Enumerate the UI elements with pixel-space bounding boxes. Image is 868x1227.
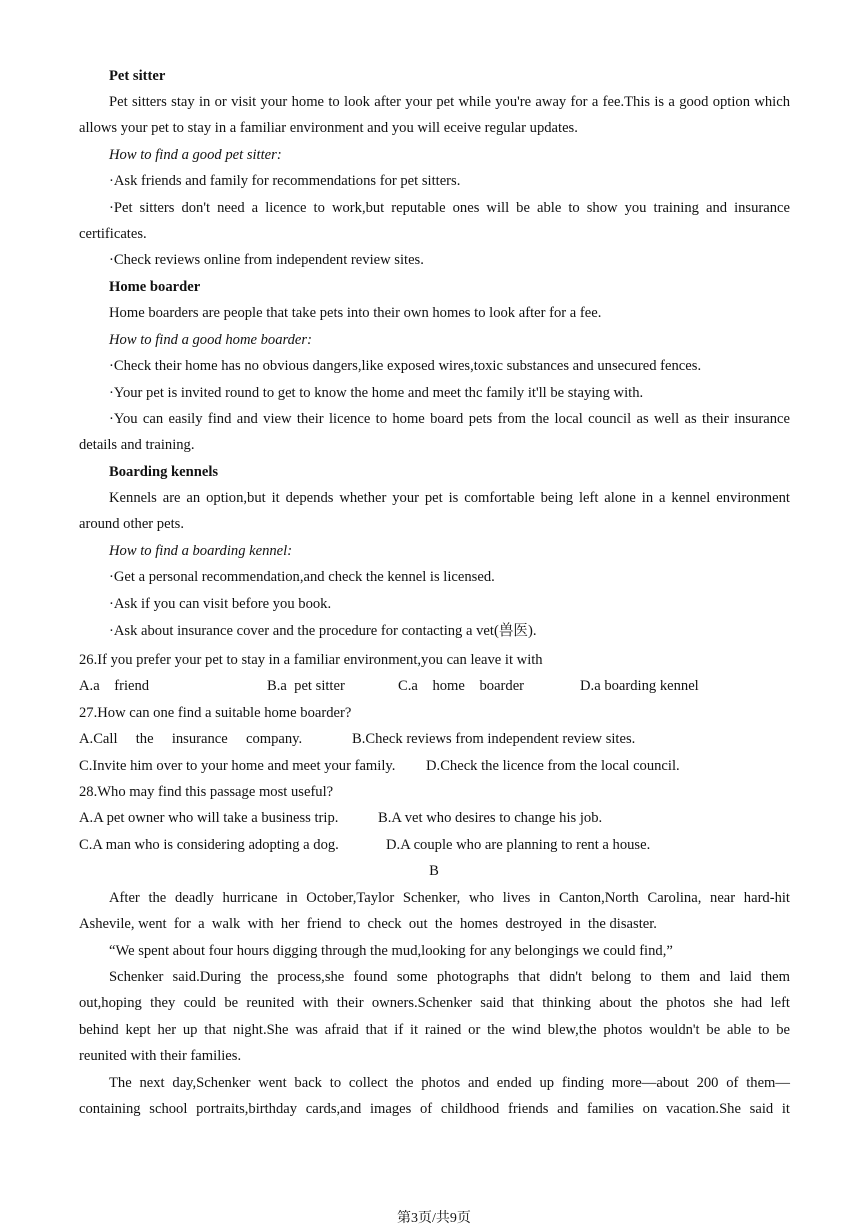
option-c[interactable]: C.Invite him over to your home and meet your family. — [79, 758, 396, 774]
paragraph-line: Ashevile, went for a walk with her friend to check out the homes destroyed in the disaster. — [79, 916, 657, 932]
subheading-how-to: How to find a boarding kennel: — [109, 543, 293, 559]
question-stem: 27.How can one find a suitable home boarder? — [79, 705, 352, 721]
section-heading-boarding-kennels: Boarding kennels — [109, 464, 219, 480]
bullet-item: ·Check reviews online from independent review sites. — [109, 252, 424, 268]
bullet-item: ·Your pet is invited round to get to know the home and meet thc family it'll be staying with. — [109, 385, 644, 401]
section-heading-pet-sitter: Pet sitter — [109, 68, 166, 84]
page-number-footer: 第3页/共9页 — [397, 1211, 471, 1226]
option-d[interactable]: D.Check the licence from the local council. — [426, 758, 680, 774]
paragraph-line: The next day,Schenker went back to collect the photos and ended up finding more—about 200 of them— — [109, 1075, 790, 1091]
paragraph-line: Schenker said.During the process,she found some photographs that didn't belong to them and laid them — [109, 969, 790, 985]
paragraph-line: details and training. — [79, 437, 195, 453]
bullet-item: ·Ask about insurance cover and the procedure for contacting a vet(兽医). — [109, 623, 537, 639]
bullet-item: ·Pet sitters don't need a licence to work,but reputable ones will be able to show you training and insurance — [109, 200, 790, 216]
section-heading-home-boarder: Home boarder — [109, 279, 201, 295]
section-label: B — [429, 863, 439, 879]
paragraph-line: out,hoping they could be reunited with their owners.Schenker said that thinking about the photos she had left — [79, 995, 790, 1011]
paragraph-line: allows your pet to stay in a familiar environment and you will eceive regular updates. — [79, 120, 578, 136]
paragraph-line: After the deadly hurricane in October,Taylor Schenker, who lives in Canton,North Carolina, near hard-hit — [109, 890, 790, 906]
bullet-item: ·Ask friends and family for recommendations for pet sitters. — [109, 173, 461, 189]
bullet-item: ·Ask if you can visit before you book. — [109, 596, 332, 612]
paragraph-line: around other pets. — [79, 516, 184, 532]
paragraph-line: certificates. — [79, 226, 147, 242]
paragraph-line: containing school portraits,birthday cards,and images of childhood friends and families on vacation.She said it — [79, 1101, 790, 1117]
paragraph-line: Pet sitters stay in or visit your home to look after your pet while you're away for a fee.This is a good option which — [109, 94, 790, 110]
paragraph-line: reunited with their families. — [79, 1048, 242, 1064]
bullet-item: ·Get a personal recommendation,and check the kennel is licensed. — [109, 569, 495, 585]
subheading-how-to: How to find a good home boarder: — [109, 332, 312, 348]
option-c[interactable]: C.a home boarder — [398, 678, 525, 694]
paragraph-line: “We spent about four hours digging through the mud,looking for any belongings we could find,” — [109, 943, 673, 959]
option-a[interactable]: A.Call the insurance company. — [79, 731, 303, 747]
bullet-item: ·Check their home has no obvious dangers,like exposed wires,toxic substances and unsecured fences. — [109, 358, 702, 374]
option-a[interactable]: A.A pet owner who will take a business trip. — [79, 810, 339, 826]
paragraph-line: Kennels are an option,but it depends whether your pet is comfortable being left alone in a kennel environment — [109, 490, 790, 506]
option-d[interactable]: D.a boarding kennel — [580, 678, 699, 694]
option-b[interactable]: B.Check reviews from independent review sites. — [352, 731, 636, 747]
option-d[interactable]: D.A couple who are planning to rent a house. — [386, 837, 651, 853]
question-stem: 28.Who may find this passage most useful? — [79, 784, 334, 800]
paragraph-line: Home boarders are people that take pets into their own homes to look after for a fee. — [109, 305, 602, 321]
option-c[interactable]: C.A man who is considering adopting a dog. — [79, 837, 339, 853]
option-b[interactable]: B.A vet who desires to change his job. — [378, 810, 603, 826]
bullet-item: ·You can easily find and view their licence to home board pets from the local council as well as their insurance — [109, 411, 790, 427]
option-b[interactable]: B.a pet sitter — [267, 678, 345, 694]
option-a[interactable]: A.a friend — [79, 678, 150, 694]
subheading-how-to: How to find a good pet sitter: — [109, 147, 282, 163]
paragraph-line: behind kept her up that night.She was afraid that if it rained or the wind blew,the photos wouldn't be able to be — [79, 1022, 790, 1038]
question-stem: 26.If you prefer your pet to stay in a familiar environment,you can leave it with — [79, 652, 543, 668]
